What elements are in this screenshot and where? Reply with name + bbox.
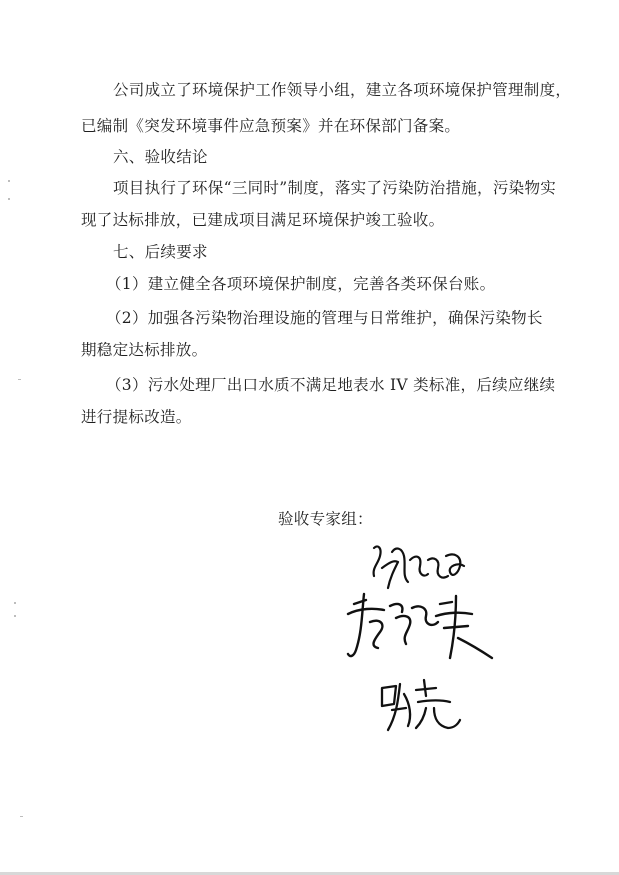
paragraph-line-1: 公司成立了环境保护工作领导小组，建立各项环境保护管理制度， [113, 81, 572, 99]
scan-speck [8, 180, 10, 182]
scan-speck [14, 615, 16, 617]
paragraph-line-2: 已编制《突发环境事件应急预案》并在环保部门备案。 [81, 117, 461, 135]
requirement-item-2: （2）加强各污染物治理设施的管理与日常维护，确保污染物长 [106, 309, 543, 327]
scan-speck [18, 379, 21, 380]
signature-label: 验收专家组： [278, 510, 373, 528]
requirement-item-2-continued: 期稳定达标排放。 [81, 341, 208, 359]
scan-speck [8, 198, 10, 200]
paragraph-line-3: 项目执行了环保“三同时”制度，落实了污染防治措施，污染物实 [113, 179, 557, 197]
section-heading-follow-up-requirements: 七、后续要求 [113, 243, 208, 261]
requirement-item-3-continued: 进行提标改造。 [81, 408, 192, 426]
requirement-item-1: （1）建立健全各项环境保护制度，完善各类环保台账。 [106, 275, 496, 293]
signature-3 [376, 674, 472, 736]
scan-speck [14, 602, 16, 604]
section-heading-acceptance-conclusion: 六、验收结论 [113, 148, 208, 166]
scan-speck [20, 816, 23, 817]
requirement-item-3: （3）污水处理厂出口水质不满足地表水 IV 类标准，后续应继续 [106, 376, 556, 394]
signature-2 [340, 588, 510, 666]
paragraph-line-4: 现了达标排放，已建成项目满足环境保护竣工验收。 [81, 211, 445, 229]
